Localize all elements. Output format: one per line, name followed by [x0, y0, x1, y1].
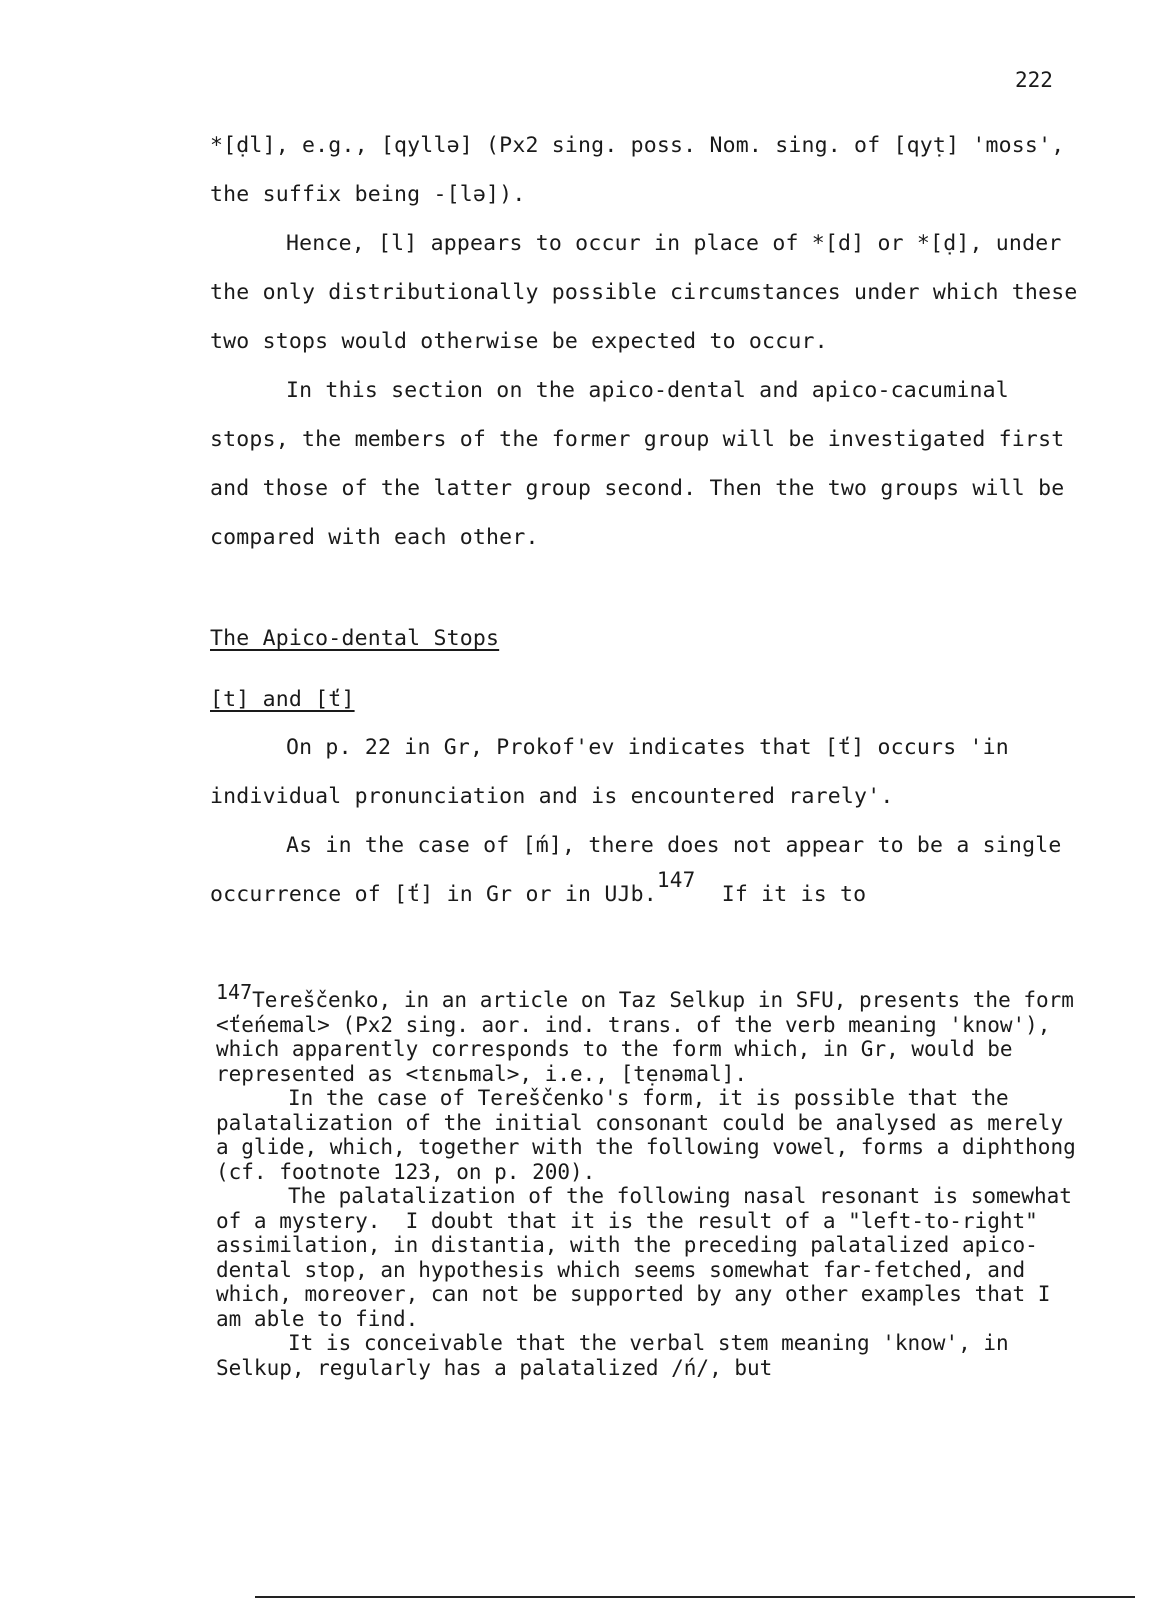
bottom-rule — [255, 1596, 1135, 1598]
main-text-continued — [210, 723, 1090, 919]
footnote-paragraph: The palatalization of the following nasal resonant is somewhat of a mystery. I doubt that it is the result of a "left-to-right" assimilation, in distantia, with the preceding palatalized apico-dental stop, an hypothesis which seems somewhat far-fetched, and which, moreover, can not be supported by any other examples that I am able to find. — [216, 1184, 1085, 1331]
subsection-heading-block — [210, 675, 1090, 724]
paragraph-text: If it is to — [695, 882, 867, 907]
footnote-reference: 147 — [656, 868, 696, 892]
footnote-number: 147 — [216, 980, 253, 1004]
paragraph-text: As in the case of [ḿ], there does not appear to be a single occurrence of [ť] in Gr or in UJb. — [210, 833, 1075, 907]
section-heading-block — [210, 614, 1090, 663]
footnote-paragraph — [216, 980, 1087, 1086]
paragraph: In this section on the apico-dental and apico-cacuminal stops, the members of the former group will be investigated first and those of the latter group second. Then the two groups will be compared with each other. — [210, 378, 1078, 550]
footnote-paragraph: It is conceivable that the verbal stem meaning 'know', in Selkup, regularly has a palatalized /ń/, but — [216, 1331, 1022, 1380]
section-heading: The Apico-dental Stops — [210, 626, 500, 651]
paragraph: *[ḍl], e.g., [qyllə] (Px2 sing. poss. Nom. sing. of [qyṭ] 'moss', the suffix being -[lə]). — [210, 133, 1078, 207]
subsection-heading: [t] and [ť] — [210, 687, 355, 712]
paragraph — [210, 821, 1090, 919]
paragraph: Hence, [l] appears to occur in place of *[d] or *[ḍ], under the only distributionally possible circumstances under which these two stops would otherwise be expected to occur. — [210, 231, 1091, 354]
footnote-paragraph: In the case of Tereščenko's form, it is possible that the palatalization of the initial consonant could be analysed as merely a glide, which, together with the following vowel, forms a diphthong (cf. footnote 123, on p. 200). — [216, 1086, 1089, 1184]
main-text — [210, 121, 1090, 562]
page-number: 222 — [1015, 68, 1053, 92]
footnote-text: Tereščenko, in an article on Taz Selkup in SFU, presents the form <ťeńemal> (Px2 sing. aor. ind. trans. of the verb meaning 'know'), which apparently corresponds to the form which, in Gr, would be represented as <tɛnьmal>, i.e., [tẹnəmal]. — [216, 988, 1087, 1086]
paragraph: On p. 22 in Gr, Prokof'ev indicates that [ť] occurs 'in individual pronunciation and is encountered rarely'. — [210, 735, 1023, 809]
footnote — [216, 980, 1089, 1380]
